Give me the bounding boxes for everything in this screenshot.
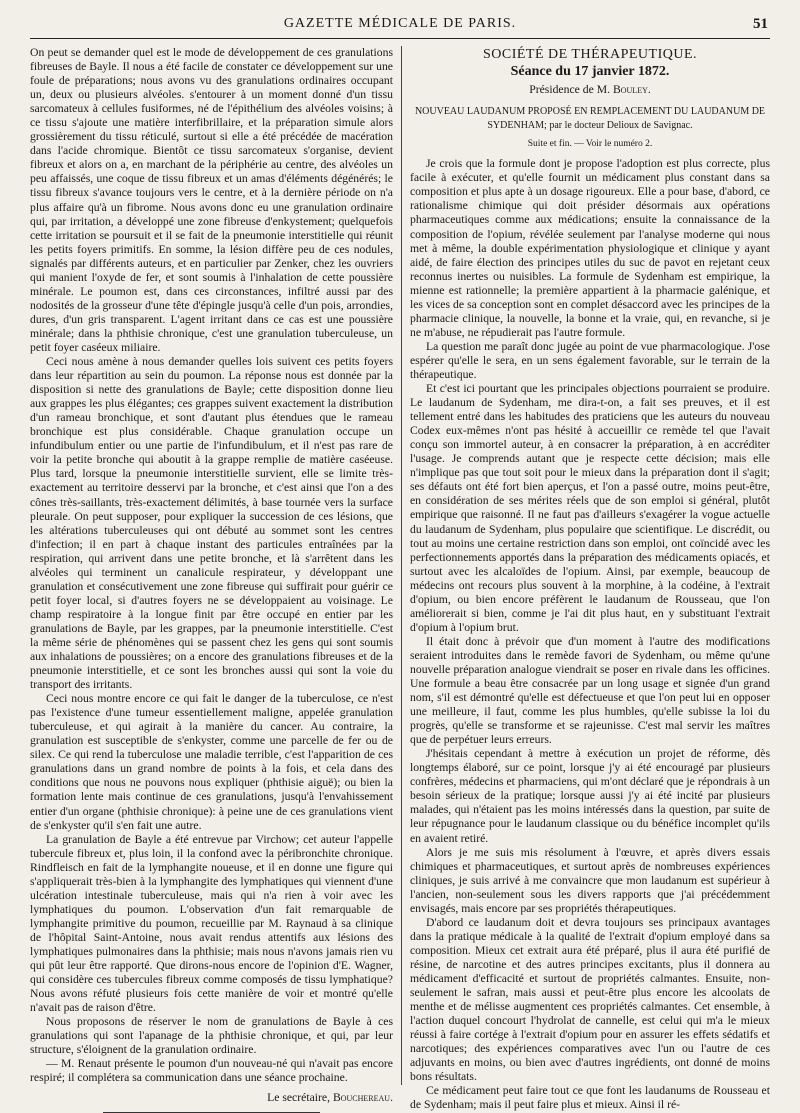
right-column [410, 46, 770, 1112]
column-divider [401, 46, 402, 1085]
paragraph: Ce médicament peut faire tout ce que font les laudanums de Rousseau et de Sydenham; mais il peut faire plus et mieux. Ainsi il ré- [410, 1084, 770, 1112]
page-number: 51 [753, 16, 768, 32]
left-column [30, 46, 393, 1105]
paragraph: Nous proposons de réserver le nom de granulations de Bayle à ces granulations qui sont l'apanage de la phthisie chronique, et qui, par leur structure, s'éloignent de la granulation ordinaire. [30, 1015, 393, 1057]
signature-label: Le secrétaire, [267, 1091, 331, 1105]
paragraph: On peut se demander quel est le mode de développement de ces granulations fibreuses de Bayle. Il nous a été facile de constater ce développement sur une foule de préparations; nous avons vu des granulations ordinaires occupant un, deux ou plusieurs alvéoles. s'entourer à un moment donné d'un tissu sarcomateux à cellules fusiformes, né de l'épithélium des alvéoles voisins; à ce tissu s'ajoute une matière interfibrillaire, et la préparation simule alors grossièrement du tissu réticulé, surtout si elle a été précédée de macération dans l'acide chromique. Bientôt ce tissu sarcomateux s'organise, devient fibreux et alors on a, en marchant de la périphérie au centre, des alvéoles un peu affaissés, une coque de tissu fibreux et un amas d'éléments dégénérés; le tissu fibreux s'avance toujours vers le centre, et à la dernière période on n'a plus affaire qu'à un fibrome. Nous avons donc eu une granulation ordinaire qui, par irritation, a développé une zone fibreuse d'enkystement; quelquefois cette irritation se poursuit et il se fait de la pneumonie interstitielle qui réunit les petits foyers primitifs. En somme, la lésion diffère peu de ces nodules, signalés par différents auteurs, et en particulier par Zenker, chez les ouvriers qui manient l'oxyde de fer, et sont soumis à l'inhalation de cette poussière minérale. Le poumon est, dans ces circonstances, infiltré aussi par des nodosités de la grosseur d'une tête d'épingle jusqu'à celle d'un pois, arrondies, dures, d'un gris transparent. L'agent irritant dans ce cas est une poussière minérale; dans la phthisie chronique, c'est une granulation tuberculeuse, un petit foyer caséeux miliaire. [30, 46, 393, 354]
continuation-note: Suite et fin. — Voir le numéro 2. [527, 139, 653, 150]
presidency-name: Bouley. [612, 83, 651, 97]
paragraph: Et c'est ici pourtant que les principales objections pourraient se produire. Le laudanum de Sydenham, me dira-t-on, a fait ses preuves, et il est tellement entré dans les habitudes des praticiens que les auteurs du nouveau Codex eux-mêmes n'ont pas hésité à accueillir ce remède tel que l'avait conçu son immortel auteur, à en consacrer la préparation, à en accréditer l'usage. Je comprends autant que je respecte cette décision; mais elle n'implique pas que tout soit pour le mieux dans la préparation dont il s'agit; ses défauts ont été fort bien aperçus, et l'on a passé outre, moins peut-être, en considération de ses mérites réels que de son emploi si général, plutôt empirique que raisonné. Il ne faut pas d'ailleurs s'exagérer la vogue actuelle du laudanum de Sydenham, plus populaire que scientifique. Le discrédit, ou tout au moins une certaine restriction dans son emploi, ont coïncidé avec les perfectionnements apportés dans la préparation des médicaments opiacés, et surtout avec les alcaloïdes de l'opium. Ainsi, par exemple, beaucoup de médecins ont recours plus souvent à la morphine, à la codéine, à l'extrait d'opium, ou bien encore préfèrent le laudanum de Rousseau, que l'on améliorerait si bien, comme je l'ai dit plus haut, en y substituant l'extrait d'opium à l'opium brut. [410, 382, 770, 634]
paragraph: La question me paraît donc jugée au point de vue pharmacologique. J'ose espérer qu'elle le sera, en un sens également favorable, sur le terrain de la thérapeutique. [410, 339, 770, 381]
presidency-line [410, 83, 770, 97]
paragraph: La granulation de Bayle a été entrevue par Virchow; cet auteur l'appelle tubercule fibreux et, plus loin, il la confond avec la péribronchite chronique. Rindfleisch en fait de la lymphangite noueuse, et il en donne une figure qui s'appliquerait très-bien à la lymphangite des lymphatiques qui viennent d'une ulcération intestinale tuberculeuse, mais qui n'a rien à voir avec les lymphatiques du poumon. L'observation d'un fait remarquable de lymphangite primitive du poumon, recueillie par M. Raynaud à sa clinique de l'hôpital Saint-Antoine, nous avait rendus attentifs aux lésions des lymphatiques pulmonaires dans la phthisie; mais nous n'avons jamais rien vu qui pût leur être rapporté. Que dirons-nous encore de l'opinion d'E. Wagner, qui considère ces tubercules fibreux comme composés de tissu lymphatique? Nous avons réfuté plusieurs fois cette manière de voir et montré qu'elle n'avait pas de raison d'être. [30, 832, 393, 1015]
paragraph: Je crois que la formule dont je propose l'adoption est plus correcte, plus facile à exécuter, et qu'elle fournit un médicament plus constant dans sa composition et plus apte à un dosage rigoureux. Elle a pour base, d'abord, ce rationalisme chimique qui doit présider désormais aux opérations pharmaceutiques comme aux médications; ensuite la connaissance de la composition de l'opium, révélée seulement par l'analyse moderne qui nous met à même, la double expérimentation physiologique et clinique y ayant aidé, de faire élection des principes utiles du suc de pavot en rejetant ceux reconnus inertes ou nuisibles. La formule de Sydenham est empirique, la mienne est rationnelle; la première appartient à la pharmacie galénique, et les vices de sa conception sont en complet désaccord avec les principes de la pharmacie clinique, la nouvelle, la bonne et la vraie, qui, en revanche, si je ne m'abuse, ne répudierait pas l'autre formule. [410, 157, 770, 339]
paragraph: Ceci nous montre encore ce qui fait le danger de la tuberculose, ce n'est pas l'existence d'une tumeur essentiellement maligne, appelée granulation tuberculeuse, et qui agirait à la manière du cancer. Au contraire, la granulation est susceptible de s'enkyster, comme une parcelle de fer ou de silex. Ce qui rend la tuberculose une maladie terrible, c'est l'apparition de ces granulations dans un grand nombre de points à la fois, et cela dans des conditions que nous ne pouvons nous expliquer (phthisie aiguë); ou bien la formation lente mais continue de ces granulations, jusqu'à l'envahissement entier d'un organe (phthisie chronique): à peine une de ces granulations vient de s'enkyster qu'il s'en fait une autre. [30, 692, 393, 832]
paragraph: Il était donc à prévoir que d'un moment à l'autre des modifications seraient introduites dans le remède favori de Sydenham, ou même qu'une nouvelle préparation analogue viendrait se poser en rivale dans les officines. Une formule a beau être consacrée par un long usage et signée d'un grand nom, s'il est démontré qu'elle est défectueuse et que l'on peut lui en opposer une meilleure, il faut, comme les plus humbles, qu'elle subisse la loi du progrès, qu'elle se transforme et se rajeunisse. C'est mal servir les maîtres que de perpétuer leurs erreurs. [410, 634, 770, 747]
presidency-label: Présidence de M. [529, 83, 611, 97]
paragraph: Alors je me suis mis résolument à l'œuvre, et après divers essais chimiques et pharmaceutiques, et surtout après de nombreuses expériences cliniques, je suis arrivé à me convaincre que mon laudanum est supérieur à l'ancien, non-seulement sous les divers rapports que j'ai précédemment envisagés, mais encore par ses propriétés thérapeutiques. [410, 845, 770, 915]
paragraph: J'hésitais cependant à mettre à exécution un projet de réforme, dès longtemps élaboré, sur ce point, lorsque j'y ai été encouragé par plusieurs confrères, médecins et pharmaciens, qui m'ont déclaré que je répondrais à un besoin sérieux de la pratique; lorsque aussi j'y ai été incité par plusieurs malades, qui n'étaient pas les moins intéressés dans la question, par suite de leur répugnance pour le laudanum classique ou du bénéfice incomplet qu'ils en avaient retiré. [410, 747, 770, 845]
article-title: NOUVEAU LAUDANUM PROPOSÉ EN REMPLACEMENT DU LAUDANUM DE SYDENHAM; par le docteur Delioux de Savignac. [414, 106, 766, 132]
signature-name: Bouchereau. [332, 1091, 393, 1105]
society-title: SOCIÉTÉ DE THÉRAPEUTIQUE. [482, 47, 698, 62]
running-title: GAZETTE MÉDICALE DE PARIS. [283, 16, 517, 31]
signature [30, 1091, 393, 1105]
session-heading: Séance du 17 janvier 1872. [510, 64, 670, 80]
paragraph: — M. Renaut présente le poumon d'un nouveau-né qui n'avait pas encore respiré; il complétera sa communication dans une séance prochaine. [30, 1057, 393, 1085]
page-header [30, 16, 770, 39]
paragraph: Ceci nous amène à nous demander quelles lois suivent ces petits foyers dans leur répartition au sein du poumon. La réponse nous est donnée par la disposition si nette des granulations de Bayle; cette disposition donne lieu aux grappes les plus élégantes; ces grappes suivent exactement la distribution d'un rameau bronchique, et sont d'autant plus étendues que le rameau bronchique est plus considérable. Chaque granulation occupe un infundibulum entier ou une partie de l'infundibulum, et il n'est pas rare de voir la petite bronche qui aboutit à la grappe remplie de matière caséeuse. Plus tard, lorsque la pneumonie interstitielle survient, elle se limite très-exactement au territoire desservi par la bronche, et c'est ainsi que l'on a des cônes très-saillants, très-exactement délimités, à base tournée vers la surface pleurale. On peut supposer, pour expliquer la succession de ces lésions, que les altérations tuberculeuses qui ont débuté au sommet sont les centres d'infection; il en part à chaque instant des particules entraînées par la respiration, qui arrivent dans une petite bronche, et là s'arrêtent dans les alvéoles qui terminent un canalicule respirateur, y développant une granulation et consécutivement une zone fibreuse qui suffirait pour guérir ce petit foyer local, si d'autres foyers ne se développaient au voisinage. Le champ respiratoire à la longue finit par être occupé en entier par les granulations de Bayle, par les grappes, par la pneumonie interstitielle. C'est la même série de phénomènes qui se passent chez les gens qui sont soumis aux inhalations de poussières; on a encore des granulations fibreuses et de la pneumonie interstitielle, et ce sont les bronches aussi qui sont la voie du transport des irritants. [30, 355, 393, 692]
paragraph: D'abord ce laudanum doit et devra toujours ses principaux avantages dans la pratique médicale à la qualité de l'extrait d'opium employé dans sa composition. Mieux cet extrait aura été préparé, plus il aura été purifié de résine, de narcotine et des autres principes excitants, plus il donnera au médicament d'efficacité et surtout de propriétés calmantes. Ensuite, non-seulement le safran, mais aussi et peut-être plus encore les alcoolats de menthe et de mélisse augmentent ces propriétés calmantes. Cet ensemble, à l'action duquel concourt l'hydrolat de cannelle, est celui qui m'a le mieux réussi à faire cortége à l'extrait d'opium pour en assurer les effets sédatifs et narcotiques; des expériences comparatives avec l'un ou l'autre de ces adjuvants en moins, ou bien avec d'autres ingrédients, ont donné de moins bons résultats. [410, 915, 770, 1084]
end-rule [103, 1112, 321, 1113]
